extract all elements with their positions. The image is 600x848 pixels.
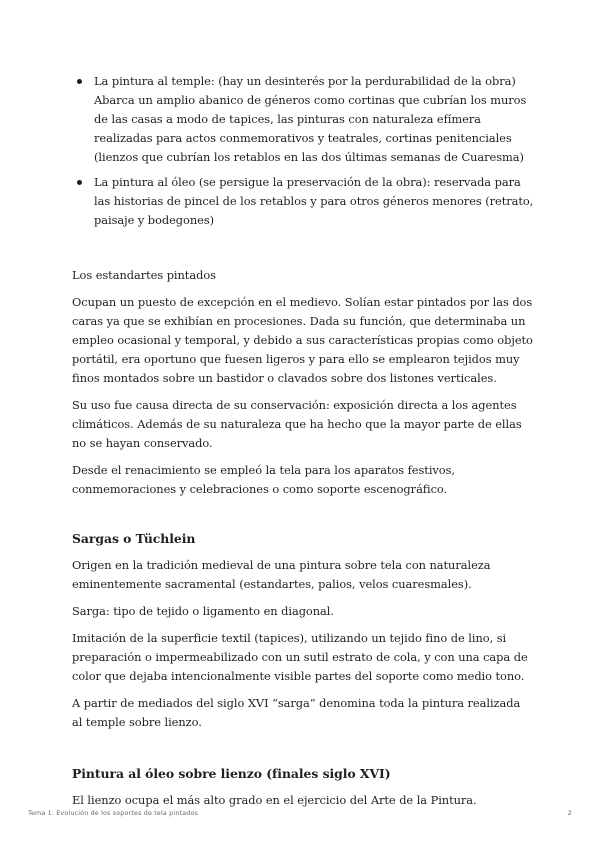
paragraph: Origen en la tradición medieval de una pintura sobre tela con naturaleza eminentemente sacramental (estandartes, palios, velos cuaresmales). — [72, 558, 491, 591]
estandartes-heading: Los estandartes pintados — [72, 268, 216, 282]
sargas-section — [72, 529, 534, 732]
paragraph: A partir de mediados del siglo XVI “sarga” denomina toda la pintura realizada al temple sobre lienzo. — [72, 696, 521, 729]
oleo-section — [72, 764, 534, 810]
bullet-icon — [77, 180, 82, 185]
paragraph: Ocupan un puesto de excepción en el medievo. Solían estar pintados por las dos caras ya que se exhibían en procesiones. Dada su función, que determinaba un empleo ocasional y temporal, y debido a sus características propias como objeto portátil, era oportuno que fuesen ligeros y para ello se emplearon tejidos muy finos montados sobre un bastidor o clavados sobre dos listones verticales. — [72, 295, 533, 385]
bullet-text: La pintura al óleo (se persigue la preservación de la obra): reservada para las historias de pincel de los retablos y para otros géneros menores (retrato, paisaje y bodegones) — [94, 175, 534, 227]
list-item — [72, 173, 534, 230]
footer-title: Tema 1. Evolución de los soportes de tela pintados — [28, 810, 198, 817]
paragraph: Desde el renacimiento se empleó la tela para los aparatos festivos, conmemoraciones y celebraciones o como soporte escenográfico. — [72, 463, 455, 496]
sargas-heading: Sargas o Tüchlein — [72, 531, 196, 546]
bullet-icon — [77, 79, 82, 84]
oleo-heading: Pintura al óleo sobre lienzo (finales siglo XVI) — [72, 766, 391, 781]
bullet-list — [72, 72, 534, 230]
paragraph: Su uso fue causa directa de su conservación: exposición directa a los agentes climáticos. Además de su naturaleza que ha hecho que la mayor parte de ellas no se hayan conservado. — [72, 398, 522, 450]
page-number: 2 — [567, 810, 572, 817]
page-content — [72, 72, 534, 818]
bullet-text: La pintura al temple: (hay un desinterés por la perdurabilidad de la obra) Abarca un amplio abanico de géneros como cortinas que cubrían los muros de las casas a modo de tapices, las pinturas con naturaleza efímera realizadas para actos conmemorativos y teatrales, cortinas penitenciales (lienzos que cubrían los retablos en las dos últimas semanas de Cuaresma) — [94, 74, 527, 164]
paragraph: El lienzo ocupa el más alto grado en el ejercicio del Arte de la Pintura. — [72, 793, 477, 807]
paragraph: Imitación de la superficie textil (tapices), utilizando un tejido fino de lino, si preparación o impermeabilizado con un sutil estrato de cola, y con una capa de color que dejaba intencionalmente visible partes del soporte como medio tono. — [72, 631, 528, 683]
paragraph: Sarga: tipo de tejido o ligamento en diagonal. — [72, 604, 334, 618]
list-item — [72, 72, 534, 167]
